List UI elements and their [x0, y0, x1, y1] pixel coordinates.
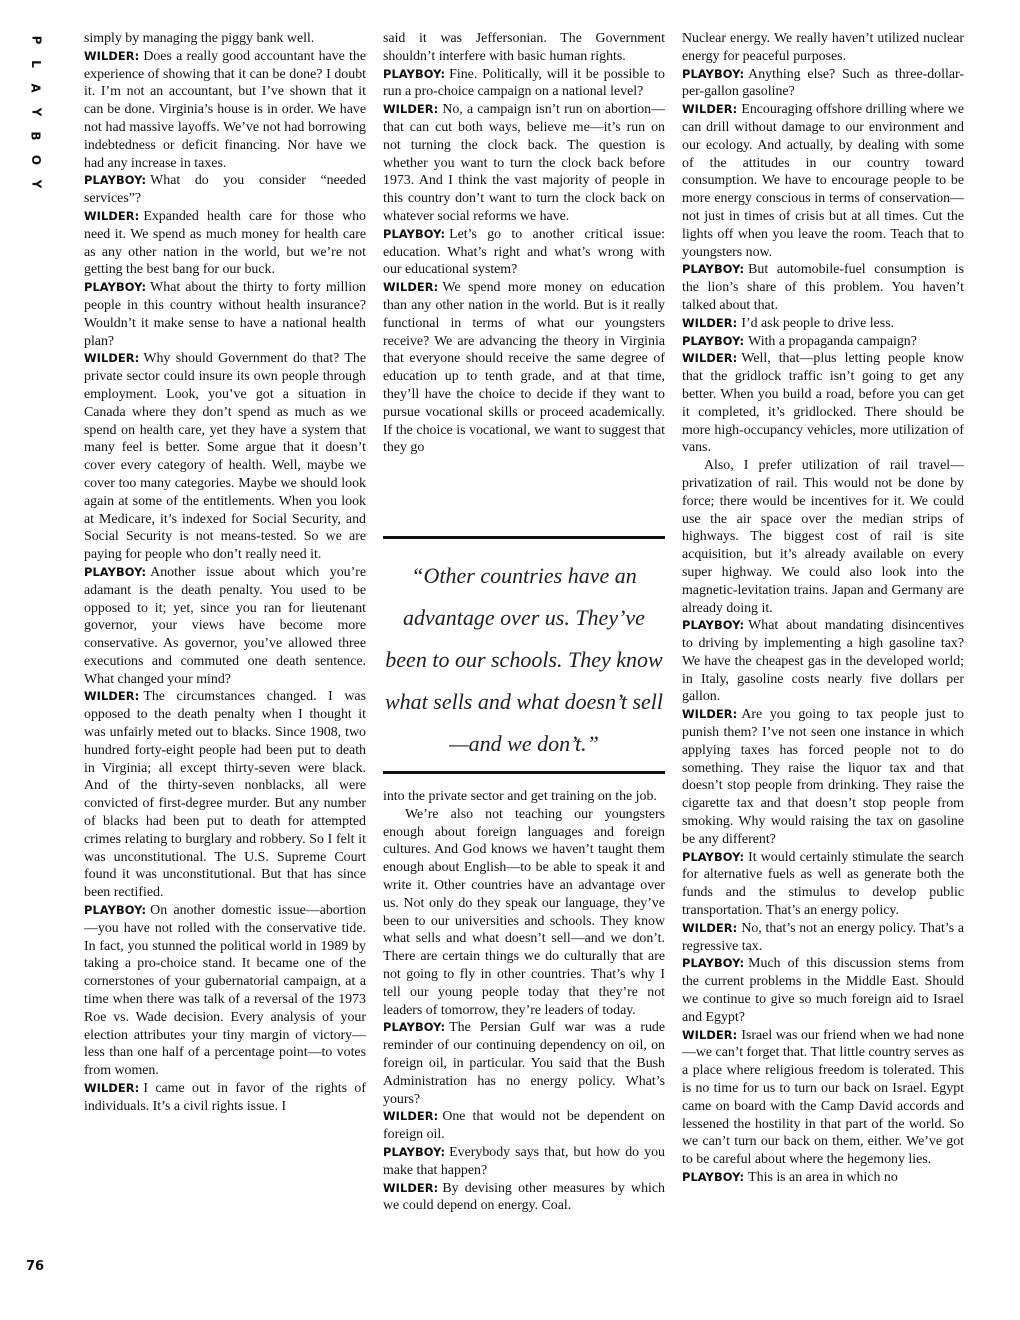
speaker-label: WILDER:: [682, 351, 738, 366]
paragraph-text: I came out in favor of the rights of individuals. It’s a civil rights issue. I: [84, 1081, 366, 1114]
paragraph-text: We’re also not teaching our youngsters enough about foreign languages and foreign cultures. And God knows we haven’t taught them enough about English—to be able to speak it and write it. Other countries have an advantage over us. Not only do they speak our language, they’ve been to our universities and schools. They know what sells and what doesn’t sell—and we don’t. There are certain things we do culturally that are not going to fly in other countries. That’s why I tell our young people today that they’re not leaders of tomorrow, they’re leaders of today.: [383, 806, 665, 1018]
speaker-label: PLAYBOY:: [84, 564, 147, 579]
speaker-label: WILDER:: [682, 707, 738, 722]
speaker-label: WILDER:: [682, 1027, 738, 1042]
speaker-label: PLAYBOY:: [682, 66, 745, 81]
paragraph-text: What about the thirty to forty million people in this country without health insurance? Wouldn’t it make sense to have a national health plan?: [84, 280, 366, 349]
interview-paragraph: [84, 208, 366, 279]
side-title-letter: L: [29, 60, 43, 68]
speaker-label: WILDER:: [84, 351, 140, 366]
paragraph-text: Everybody says that, but how do you make that happen?: [383, 1144, 665, 1178]
side-title-letter: Y: [28, 179, 43, 189]
paragraph-text: But automobile-fuel consumption is the lion’s share of this problem. You haven’t talked about that.: [682, 262, 964, 313]
interview-paragraph: [383, 279, 665, 457]
paragraph-text: This is an area in which no: [748, 1170, 898, 1185]
interview-paragraph: [383, 66, 665, 102]
interview-paragraph: [682, 1027, 964, 1169]
interview-paragraph: [682, 920, 964, 956]
paragraph-text: Nuclear energy. We really haven’t utilized nuclear energy for peaceful purposes.: [682, 31, 964, 64]
side-title-letter: Y: [28, 107, 43, 117]
paragraph-text: The circumstances changed. I was opposed to the death penalty when I thought it was unfairly meted out to blacks. Since 1908, two hundred forty-eight people had been put to death in Virginia; all except thirty-seven were black. And of the thirty-seven nonblacks, all were convicted of first-degree murder. But any number of blacks had been put to death for attempted crimes relating to burglary and robbery. So I felt it was unconstitutional. The U.S. Supreme Court found it was unconstitutional. But that has since been rectified.: [84, 689, 366, 901]
speaker-label: PLAYBOY:: [383, 1144, 446, 1159]
interview-paragraph: [682, 30, 964, 66]
interview-paragraph: [682, 333, 964, 351]
paragraph-text: Are you going to tax people just to punish them? I’ve not seen one instance in which applying taxes has forced people not to do something. They raise the liquor tax and that doesn’t stop people from drinking. They raise the cigarette tax and that doesn’t stop people from smoking. Why would raising the tax on gasoline be any different?: [682, 707, 964, 847]
page-number: 76: [26, 1259, 45, 1274]
paragraph-text: Also, I prefer utilization of rail travel—privatization of rail. This would not be done by force; there would be incentives for it. We could use the air space over the median strips of highways. The biggest cost of rail is site acquisition, but it’s already available on every super highway. We could also look into the magnetic-levitation trains. Japan and Germany are already doing it.: [682, 458, 964, 616]
paragraph-text: Much of this discussion stems from the current problems in the Middle East. Should we continue to give so much foreign aid to Israel and Egypt?: [682, 956, 964, 1025]
paragraph-text: simply by managing the piggy bank well.: [84, 31, 315, 46]
interview-paragraph: [682, 101, 964, 261]
interview-paragraph: [682, 849, 964, 920]
speaker-label: WILDER:: [682, 920, 738, 935]
interview-paragraph: [383, 1019, 665, 1108]
paragraph-text: Does a really good accountant have the experience of showing that it can be done? I doubt it. I’m not an accountant, but I’ve shown that it can be done. Virginia’s house is in order. We have not had massive layoffs. We’ve not had borrowing indebtedness or deficit financing. Nor have we had any increase in taxes.: [84, 48, 366, 171]
speaker-label: WILDER:: [383, 1109, 439, 1124]
paragraph-text: What do you consider “needed services”?: [84, 173, 366, 207]
speaker-label: PLAYBOY:: [84, 280, 147, 295]
speaker-label: PLAYBOY:: [682, 956, 745, 971]
interview-paragraph: [84, 30, 366, 48]
paragraph-text: Encouraging offshore drilling where we can drill without damage to our environment and our ecology. And actually, by dealing with some of the attitudes in our country toward consumption. We have to encourage people to be more energy conscious in terms of conservation—not just in times of crisis but at all times. Cut the lights off when you leave the room. Teach that to youngsters now.: [682, 102, 964, 260]
interview-paragraph: [84, 564, 366, 689]
speaker-label: WILDER:: [383, 102, 439, 117]
paragraph-text: Why should Government do that? The private sector could insure its own people through employment. Look, you’ve got a situation in Canada where they don’t spend as much as we spend on health care, yet they have a system that many feel is better. Some argue that it doesn’t cover every category of health. Well, maybe we cover too many categories. Maybe we should look again at some of the entitlements. When you look at Medicare, it’s indexed for Social Security, and Social Security is not means-tested. So we are paying for people who don’t really need it.: [84, 351, 366, 563]
speaker-label: PLAYBOY:: [682, 618, 745, 633]
interview-paragraph: [682, 350, 964, 457]
speaker-label: PLAYBOY:: [383, 1020, 446, 1035]
interview-paragraph: [383, 1144, 665, 1180]
speaker-label: WILDER:: [84, 689, 140, 704]
speaker-label: WILDER:: [84, 48, 140, 63]
side-title-letter: A: [28, 83, 43, 93]
speaker-label: PLAYBOY:: [84, 173, 147, 188]
paragraph-text: into the private sector and get training on the job.: [383, 789, 657, 804]
paragraph-text: On another domestic issue—abortion—you have not rolled with the conservative tide. In fact, you stunned the political world in 1989 by taking a pro-choice stand. It became one of the cornerstones of your gubernatorial campaign, at a time when there was talk of a reversal of the 1973 Roe vs. Wade decision. Every analysis of your election attributes your tiny margin of victory—less than one half of a percentage point—to votes from women.: [84, 903, 366, 1079]
paragraph-text: Another issue about which you’re adamant is the death penalty. You used to be opposed to it; yet, since you ran for lieutenant governor, your views have become more conservative. As governor, you’ve allowed three executions and commuted one death sentence. What changed your mind?: [84, 564, 366, 687]
speaker-label: WILDER:: [383, 1180, 439, 1195]
paragraph-text: Let’s go to another critical issue: education. What’s right and what’s wrong with our educational system?: [383, 226, 665, 278]
paragraph-text: The Persian Gulf war was a rude reminder of our continuing dependency on oil, on foreign oil, in particular. You said that the Bush Administration has no energy policy. What’s yours?: [383, 1020, 665, 1107]
paragraph-text: Expanded health care for those who need it. We spend as much money for health care as any other nation in the world, but we’re not getting the best bang for our buck.: [84, 208, 366, 278]
paragraph-text: Fine. Politically, will it be possible to run a pro-choice campaign on a national level?: [383, 66, 665, 100]
paragraph-text: By devising other measures by which we could depend on energy. Coal.: [383, 1180, 665, 1214]
paragraph-text: Well, that—plus letting people know that the gridlock traffic isn’t going to get any better. When you build a road, before you can get it completed, it’s gridlocked. There should be more high-occupancy vehicles, more utilization of vans.: [682, 351, 964, 456]
magazine-side-title: [24, 28, 48, 196]
speaker-label: WILDER:: [84, 1081, 140, 1096]
paragraph-text: Anything else? Such as three-dollar-per-gallon gasoline?: [682, 66, 964, 100]
column-1: [84, 30, 366, 1116]
paragraph-text: What about mandating disincentives to driving by implementing a high gasoline tax? We have the cheapest gas in the developed world; in Italy, gasoline costs nearly five dollars per gallon.: [682, 618, 964, 705]
speaker-label: PLAYBOY:: [84, 903, 147, 918]
interview-paragraph: [84, 48, 366, 173]
speaker-label: WILDER:: [682, 102, 738, 117]
interview-paragraph: [383, 30, 665, 66]
side-title-letter: O: [28, 154, 43, 166]
paragraph-text: No, that’s not an energy policy. That’s a regressive tax.: [682, 920, 964, 954]
speaker-label: PLAYBOY:: [682, 849, 745, 864]
interview-paragraph: [682, 706, 964, 848]
paragraph-text: No, a campaign isn’t run on abortion—that can cut both ways, believe me—it’s run on not turning the clock back. The question is whether you want to turn the clock back before 1973. And I think the vast majority of people in this country don’t want to turn the clock back on whatever social reforms we have.: [383, 102, 665, 224]
interview-paragraph: [383, 1180, 665, 1216]
interview-paragraph: [383, 1108, 665, 1144]
speaker-label: PLAYBOY:: [682, 262, 745, 277]
interview-paragraph: [682, 315, 964, 333]
speaker-label: WILDER:: [383, 280, 439, 295]
interview-paragraph: [84, 688, 366, 902]
paragraph-text: I’d ask people to drive less.: [741, 315, 895, 331]
paragraph-text: Israel was our friend when we had none—we can’t forget that. That little country serves as a place where religious freedom is tolerated. This is no time for us to turn our back on Israel. Egypt came on board with the Camp David accords and lessened the hostility in that part of the world. So we can’t turn our back on them, either. We’ve got to be careful about where the hegemony lies.: [682, 1027, 964, 1168]
paragraph-text: said it was Jeffersonian. The Government shouldn’t interfere with basic human rights.: [383, 31, 665, 64]
interview-paragraph: [84, 172, 366, 208]
column-3: [682, 30, 964, 1187]
interview-paragraph: [682, 1169, 964, 1187]
side-title-letter: P: [28, 35, 43, 45]
paragraph-text: With a propaganda campaign?: [748, 333, 917, 349]
interview-paragraph: [682, 617, 964, 706]
interview-paragraph: [682, 66, 964, 102]
speaker-label: WILDER:: [84, 208, 140, 223]
interview-paragraph: [383, 226, 665, 279]
interview-paragraph: [682, 955, 964, 1026]
paragraph-text: One that would not be dependent on foreign oil.: [383, 1109, 665, 1143]
speaker-label: PLAYBOY:: [682, 1170, 745, 1184]
speaker-label: PLAYBOY:: [682, 333, 745, 348]
interview-paragraph: [383, 788, 665, 806]
interview-paragraph: [84, 279, 366, 350]
interview-paragraph: [84, 1080, 366, 1116]
pull-quote: “Other countries have an advantage over us. They’ve been to our schools. They know what sells and what doesn’t sell—and we don’t.”: [383, 536, 665, 774]
interview-paragraph: [682, 261, 964, 314]
interview-paragraph: [383, 101, 665, 226]
column-2-top: [383, 30, 665, 457]
paragraph-text: We spend more money on education than any other nation in the world. But is it really functional in terms of what our youngsters receive? We are advancing the theory in Virginia that everyone should receive the same degree of education up to tenth grade, and at that time, they’ll have the choice to decide if they want to pursue vocational skills or proceed academically. If the choice is vocational, we want to suggest that they go: [383, 280, 665, 456]
speaker-label: PLAYBOY:: [383, 226, 446, 241]
interview-paragraph: [84, 350, 366, 564]
column-2-bottom: [383, 788, 665, 1215]
interview-paragraph: [682, 457, 964, 617]
paragraph-text: It would certainly stimulate the search for alternative fuels as well as generate both the funds and the stimulus to develop public transportation. That’s an energy policy.: [682, 849, 964, 919]
speaker-label: WILDER:: [682, 315, 738, 330]
side-title-letter: B: [29, 131, 43, 141]
interview-paragraph: [383, 806, 665, 1020]
speaker-label: PLAYBOY:: [383, 66, 446, 81]
interview-paragraph: [84, 902, 366, 1080]
